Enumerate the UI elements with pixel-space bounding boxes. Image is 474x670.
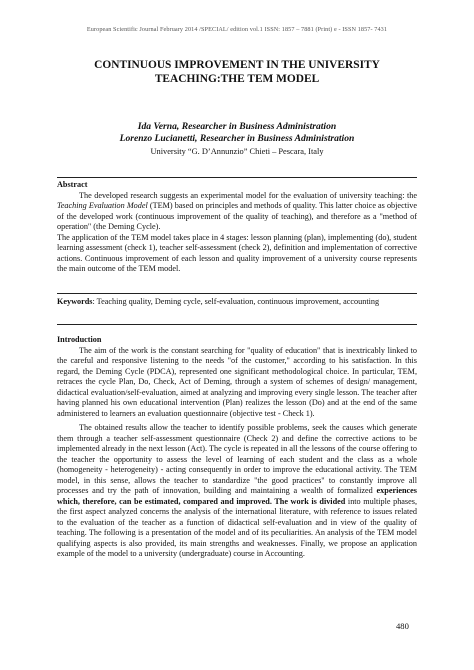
abstract-text: The developed research suggests an experimental model for the evaluation of university teaching: the: [79, 190, 417, 200]
abstract-paragraph: [57, 191, 417, 233]
abstract-italic-term: Teaching Evaluation Model: [57, 201, 148, 210]
introduction-section: [57, 335, 417, 560]
author-line: [60, 121, 414, 133]
author-name: Ida Verna: [137, 121, 177, 132]
keywords-text: : Teaching quality, Deming cycle, self-evaluation, continuous improvement, accounting: [92, 297, 380, 306]
intro-bold-text: experiences which, therefore, can be estimated, compared and improved. The work is divided: [57, 486, 417, 506]
author-name: Lorenzo Lucianetti: [119, 133, 196, 145]
introduction-paragraph: The aim of the work is the constant searching for "quality of education" that is inextricably linked to the careful and responsive listening to the needs "of the customer," according to his satisfaction. In this regard, the Deming Cycle (PDCA), represented one significant methodological choice. In particular, TEM, retraces the cycle Plan, Do, Check, Act of Deming, through a system of schemes of design/ management, didactical evaluation/self-evaluation, aimed at analyzing and improving every single lesson. The teacher after having planned his own educational intervention (Plan) realizes the lesson (Do) and at the end of the same administered to learners an evaluation questionnaire (objective test - Check 1).: [57, 345, 417, 418]
title-line: CONTINUOUS IMPROVEMENT IN THE UNIVERSITY: [94, 59, 380, 71]
paper-title: [60, 58, 414, 86]
top-rule: [57, 177, 417, 178]
keywords-label: Keywords: [57, 297, 93, 306]
title-line: TEACHING:THE TEM MODEL: [154, 73, 320, 85]
intro-text: into multiple phases, the first aspect analyzed concerns the analysis of the international literature, with reference to issues related to the evaluation of the teacher as a function of didactical self-evaluation and in view of the quality of teaching. The following is a presentation of the model and of its peculiarities. An analysis of the TEM model qualifying aspects is also provided, its main strengths and weaknesses. Finally, we propose an application example of the model to a university (undergraduate) course in Accounting.: [57, 496, 417, 558]
abstract-section: [57, 180, 417, 275]
abstract-text: (TEM) based on principles and methods of quality. This latter choice as objective of the developed work (continuous improvement of the quality of teaching), and therefore as a "method of operation" (the Deming Cycle).: [57, 201, 417, 231]
abstract-heading: Abstract: [57, 180, 88, 189]
running-head: European Scientific Journal February 2014 /SPECIAL/ edition vol.1 ISSN: 1857 – 7881 (Print) e - ISSN 1857- 7431: [86, 26, 388, 33]
introduction-paragraph: [57, 423, 417, 560]
keywords-top-rule: [57, 293, 417, 294]
introduction-heading: Introduction: [57, 335, 102, 344]
author-role: , Researcher in Business Administration: [176, 121, 337, 132]
author-role: , Researcher in Business Administration: [195, 133, 355, 145]
intro-text: The obtained results allow the teacher to identify possible problems, seek the causes which generate them through a teacher self-assessment questionnaire (Check 2) and define the corrective actions to be implemented already in the next lesson (Act). The cycle is repeated in all the lessons of the course offering to the teacher the opportunity to assess the level of learning of each student and the class as a whole (homogeneity - heterogeneity) - acting consequently in order to improve the educational activity. The TEM model, in this sense, allows the teacher to standardize "the good practices" to constantly improve all processes and try the path of innovation, building and maintaining a wealth of formalized: [57, 423, 417, 495]
author-line: [60, 133, 414, 145]
keywords-section: [57, 297, 417, 308]
author-block: [60, 121, 414, 158]
keywords-paragraph: [57, 297, 417, 308]
page-number: 480: [396, 621, 409, 631]
affiliation: University “G. D’Annunzio” Chieti – Pescara, Italy: [150, 146, 324, 156]
keywords-bottom-rule: [57, 324, 417, 325]
abstract-paragraph: The application of the TEM model takes place in 4 stages: lesson planning (plan), implementing (do), student learning assessment (check 1), teacher self-assessment (check 2), definition and implementation of corrective actions. Continuous improvement of each lesson and quality improvement of a university course represents the main outcome of the TEM model.: [57, 232, 417, 273]
